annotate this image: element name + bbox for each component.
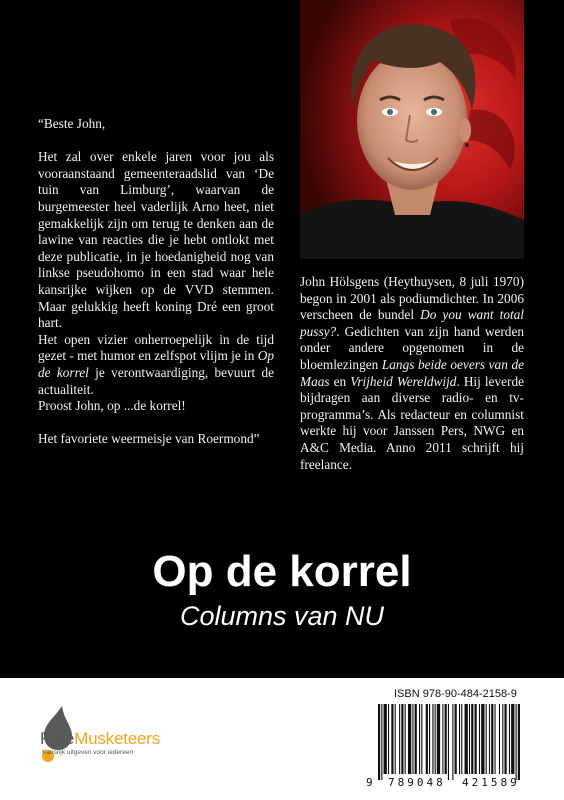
barcode-bar [395, 704, 396, 774]
barcode-bar [479, 704, 480, 774]
quote-paragraph: Proost John, op ...de korrel! [38, 398, 186, 414]
barcode-digits [366, 776, 526, 789]
quote-salutation: “Beste John, [38, 116, 106, 131]
book-title-italic: Op de korrel [38, 348, 274, 380]
publisher-name-part: Free [40, 729, 75, 748]
barcode-bar [461, 704, 462, 774]
bio-book-title: Do you want total pussy? [300, 307, 524, 339]
back-cover-quote [38, 116, 274, 448]
barcode-bar [429, 704, 430, 774]
barcode-bar [381, 704, 382, 780]
bio-text: John Hölsgens (Heythuysen, 8 juli 1970) begon in 2001 als podiumdichter. In 2006 verscheen de bundel [300, 274, 524, 323]
barcode-bar [419, 704, 420, 774]
barcode-bar [469, 704, 470, 774]
footer-strip [0, 678, 564, 800]
barcode-bar [455, 704, 457, 774]
barcode-bar [448, 704, 449, 780]
barcode-bar [388, 704, 389, 774]
barcode-digits-left: 789048 [388, 776, 446, 789]
barcode-bar [412, 704, 413, 774]
barcode-bar [401, 704, 403, 774]
barcode-bar [499, 704, 500, 774]
author-photo [300, 0, 524, 259]
barcode-bar [437, 704, 440, 774]
barcode-bar [516, 704, 517, 780]
barcode-bar [391, 704, 393, 774]
quote-signoff: Het favoriete weermeisje van Roermond” [38, 431, 260, 447]
quote-text: Het open vizier onherroepelijk in de tijd gezet - met humor en zelfspot vlijm je in [38, 331, 274, 364]
publisher-name [40, 729, 160, 749]
barcode-bar [471, 704, 473, 774]
bio-book-title: Langs beide oevers van de Maas [300, 356, 524, 389]
barcode-bar [504, 704, 506, 774]
barcode-bar [426, 704, 428, 774]
publisher-tagline: Kansrijk uitgeven voor iedereen [42, 749, 134, 756]
bio-text: . Hij leverde bijdragen aan diverse radio- en tv-programma’s. Als redacteur en columnist werkte hij voor Janssen Pers, NWG en A&C Media. Anno 2011 schrijft hij freelance. [300, 373, 524, 472]
barcode-bar [442, 704, 443, 774]
barcode-bar [399, 704, 400, 774]
barcode-bar [435, 704, 436, 774]
quote-paragraph [38, 332, 274, 398]
barcode-bar [486, 704, 487, 774]
bio-text: en [329, 373, 351, 389]
publisher-logo [36, 704, 196, 766]
barcode-bar [475, 704, 477, 774]
barcode-bar [509, 704, 510, 774]
book-title: Op de korrel [152, 547, 412, 596]
barcode-bar [415, 704, 417, 774]
barcode-bar [445, 704, 447, 774]
bio-text: . Gedichten van zijn hand werden onder andere opgenomen in de bloemlezingen [300, 323, 524, 372]
barcode-bar [465, 704, 468, 774]
barcode-bar [452, 704, 453, 780]
barcode-bar [511, 704, 514, 774]
barcode [378, 704, 520, 780]
quote-text: je verontwaardiging, bevuurt de actualiteit. [38, 364, 274, 397]
isbn-label: ISBN 978-90-484-2158-9 [394, 688, 517, 700]
barcode-bar [502, 704, 503, 774]
publisher-name-part: Musketeers [74, 729, 161, 748]
author-bio [300, 274, 524, 473]
barcode-digits-right: 421589 [462, 776, 520, 789]
barcode-bar [384, 704, 387, 774]
quote-paragraph: Het zal over enkele jaren voor jou als vooraanstaand gemeenteraadslid van ‘De tuin van Limburg’, waarvan de burgemeester heel vaderlijk Arno heet, niet gemakkelijk zijn om terug te denken aan de lawine van reacties die je hebt ontlokt met deze publicatie, in je hoedanigheid nog van linkse pseudohomo in een stad waar hele kansrijke wijken op de VVD stemmen. Maar gelukkig heeft koning Dré een groot hart. [38, 149, 274, 331]
barcode-bar [491, 704, 493, 774]
barcode-bar [494, 704, 495, 774]
author-portrait-image [300, 0, 524, 259]
barcode-bar [518, 704, 520, 780]
book-subtitle: Columns van NU [179, 601, 385, 631]
barcode-bar [421, 704, 422, 774]
barcode-bar [408, 704, 411, 774]
barcode-bar [459, 704, 460, 774]
barcode-bar [489, 704, 490, 774]
barcode-digit-lead: 9 [366, 776, 373, 789]
barcode-bar [432, 704, 433, 774]
barcode-bar [378, 704, 380, 780]
barcode-bar [405, 704, 406, 774]
barcode-bar [481, 704, 484, 774]
bio-book-title: Vrijheid Wereldwijd [350, 373, 457, 389]
